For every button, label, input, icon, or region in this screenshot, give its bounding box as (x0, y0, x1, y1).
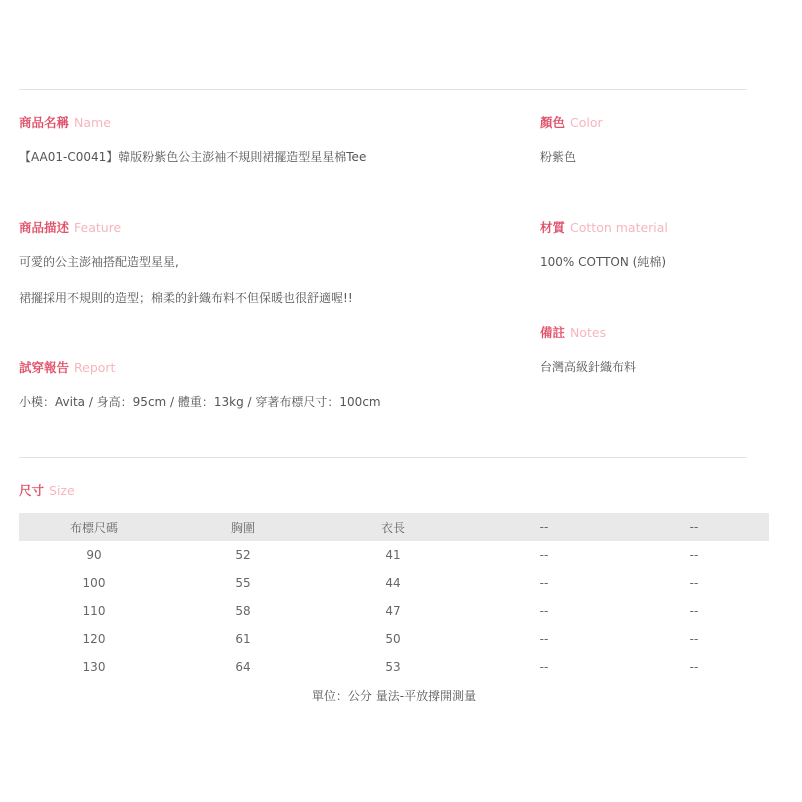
size-label (19, 481, 75, 499)
size-table (19, 513, 769, 681)
name-label-zh: 商品名稱 (19, 115, 70, 130)
size-table-header-row (19, 513, 769, 541)
header-length: 衣長 (317, 513, 469, 541)
table-row (19, 597, 769, 625)
color-label-zh: 顏色 (540, 115, 566, 130)
material-label (540, 218, 668, 236)
cell-empty: -- (539, 660, 549, 674)
size-label-zh: 尺寸 (19, 483, 45, 498)
cell-empty: -- (539, 576, 549, 590)
cell-size: 100 (82, 576, 106, 590)
cell-empty: -- (689, 604, 699, 618)
cell-empty: -- (689, 660, 699, 674)
notes-label-en: Notes (570, 325, 607, 340)
notes-label-zh: 備註 (540, 325, 566, 340)
name-label (19, 113, 111, 131)
header-empty-2: -- (619, 513, 769, 541)
cell-length: 41 (385, 548, 401, 562)
header-chest: 胸圍 (169, 513, 317, 541)
cell-length: 50 (385, 632, 401, 646)
color-value: 粉紫色 (540, 150, 577, 164)
cell-empty: -- (689, 576, 699, 590)
feature-label-en: Feature (74, 220, 122, 235)
report-label-en: Report (74, 360, 116, 375)
feature-line-1: 可愛的公主澎袖搭配造型星星, (19, 255, 179, 269)
table-row (19, 569, 769, 597)
product-name: 【AA01-C0041】韓版粉紫色公主澎袖不規則裙擺造型星星棉Tee (19, 150, 367, 164)
cell-chest: 52 (235, 548, 251, 562)
divider-middle (19, 457, 747, 458)
feature-label-zh: 商品描述 (19, 220, 70, 235)
feature-line-2: 裙擺採用不規則的造型；棉柔的針織布料不但保暖也很舒適喔!! (19, 291, 353, 305)
report-label-zh: 試穿報告 (19, 360, 70, 375)
cell-size: 90 (86, 548, 102, 562)
material-value: 100% COTTON (純棉) (540, 255, 666, 269)
color-label (540, 113, 603, 131)
cell-length: 47 (385, 604, 401, 618)
name-label-en: Name (74, 115, 111, 130)
cell-empty: -- (689, 548, 699, 562)
cell-length: 44 (385, 576, 401, 590)
cell-chest: 61 (235, 632, 251, 646)
divider-top (19, 89, 747, 90)
cell-empty: -- (689, 632, 699, 646)
table-row (19, 653, 769, 681)
table-row (19, 541, 769, 569)
notes-label (540, 323, 606, 341)
material-label-zh: 材質 (540, 220, 566, 235)
cell-chest: 58 (235, 604, 251, 618)
cell-empty: -- (539, 632, 549, 646)
cell-chest: 64 (235, 660, 251, 674)
cell-chest: 55 (235, 576, 251, 590)
cell-size: 110 (82, 604, 106, 618)
header-size-tag: 布標尺碼 (19, 513, 169, 541)
cell-size: 130 (82, 660, 106, 674)
cell-empty: -- (539, 548, 549, 562)
report-value: 小模：Avita / 身高：95cm / 體重：13kg / 穿著布標尺寸：100cm (19, 395, 381, 409)
cell-size: 120 (82, 632, 106, 646)
report-label (19, 358, 115, 376)
header-empty-1: -- (469, 513, 619, 541)
feature-label (19, 218, 121, 236)
cell-length: 53 (385, 660, 401, 674)
notes-value: 台灣高級針織布料 (540, 360, 637, 374)
measurement-note: 單位：公分 量法-平放撐開測量 (311, 689, 477, 703)
color-label-en: Color (570, 115, 603, 130)
table-row (19, 625, 769, 653)
size-label-en: Size (49, 483, 75, 498)
material-label-en: Cotton material (570, 220, 668, 235)
cell-empty: -- (539, 604, 549, 618)
